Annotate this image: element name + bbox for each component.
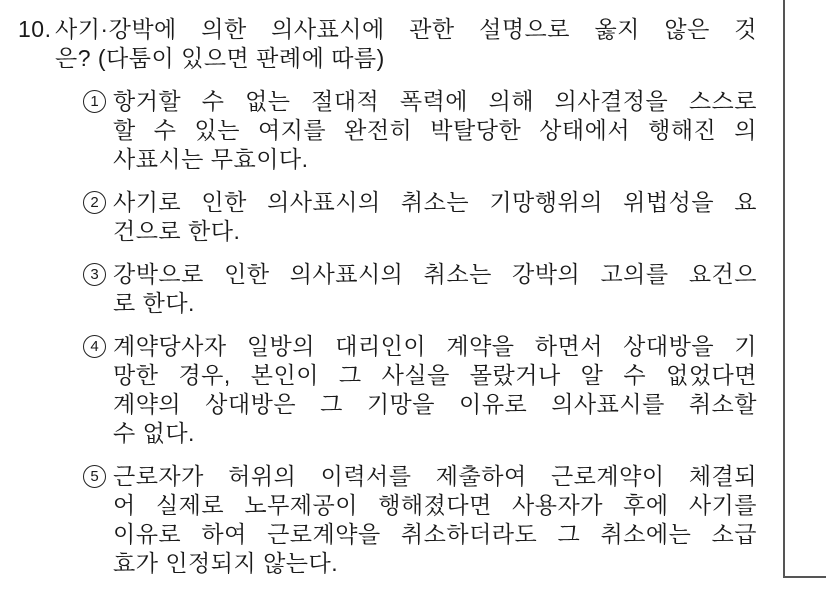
- text-line: 어 실제로 노무제공이 행해졌다면 사용자가 후에 사기를: [113, 492, 757, 518]
- text-line: 할 수 있는 여지를 완전히 박탈당한 상태에서 행해진 의: [113, 117, 757, 143]
- choice-text: [113, 462, 757, 578]
- choice-item-2: [18, 188, 757, 246]
- question: [18, 15, 757, 73]
- text-line: 이유로 하여 근로계약을 취소하더라도 그 취소에는 소급: [113, 521, 757, 547]
- text-line: 강박으로 인한 의사표시의 취소는 강박의 고의를 요건으: [113, 261, 757, 287]
- choice-number-icon: 5: [83, 465, 106, 488]
- text-line: 계약의 상대방은 그 기망을 이유로 의사표시를 취소할: [113, 391, 757, 417]
- text-line: 건으로 한다.: [113, 218, 241, 244]
- text-line: 로 한다.: [113, 290, 195, 316]
- bottom-border-line: [783, 576, 826, 578]
- choice-number-icon: 2: [83, 191, 106, 214]
- choice-list: [18, 87, 757, 578]
- choice-text: [113, 260, 757, 318]
- text-line: 효가 인정되지 않는다.: [113, 550, 339, 576]
- text-line: 수 없다.: [113, 420, 195, 446]
- choice-number-icon: 1: [83, 90, 106, 113]
- question-block: [18, 15, 757, 592]
- choice-text: [113, 188, 757, 246]
- question-number: 10.: [18, 16, 52, 42]
- column-divider-line: [783, 0, 785, 578]
- choice-item-5: [18, 462, 757, 578]
- choice-number-icon: 3: [83, 263, 106, 286]
- text-line: 근로자가 허위의 이력서를 제출하여 근로계약이 체결되: [113, 463, 757, 489]
- text-line: 항거할 수 없는 절대적 폭력에 의해 의사결정을 스스로: [113, 88, 757, 114]
- choice-item-1: [18, 87, 757, 174]
- text-line: 사기·강박에 의한 의사표시에 관한 설명으로 옳지 않은 것: [55, 16, 757, 42]
- text-line: 사기로 인한 의사표시의 취소는 기망행위의 위법성을 요: [113, 189, 757, 215]
- choice-text: [113, 87, 757, 174]
- question-text: [55, 15, 757, 73]
- text-line: 사표시는 무효이다.: [113, 146, 309, 172]
- text-line: 망한 경우, 본인이 그 사실을 몰랐거나 알 수 없었다면: [113, 362, 757, 388]
- choice-number-icon: 4: [83, 335, 106, 358]
- choice-item-3: [18, 260, 757, 318]
- text-line: 계약당사자 일방의 대리인이 계약을 하면서 상대방을 기: [113, 333, 757, 359]
- choice-text: [113, 332, 757, 448]
- text-line: 은? (다툼이 있으면 판례에 따름): [55, 45, 385, 71]
- choice-item-4: [18, 332, 757, 448]
